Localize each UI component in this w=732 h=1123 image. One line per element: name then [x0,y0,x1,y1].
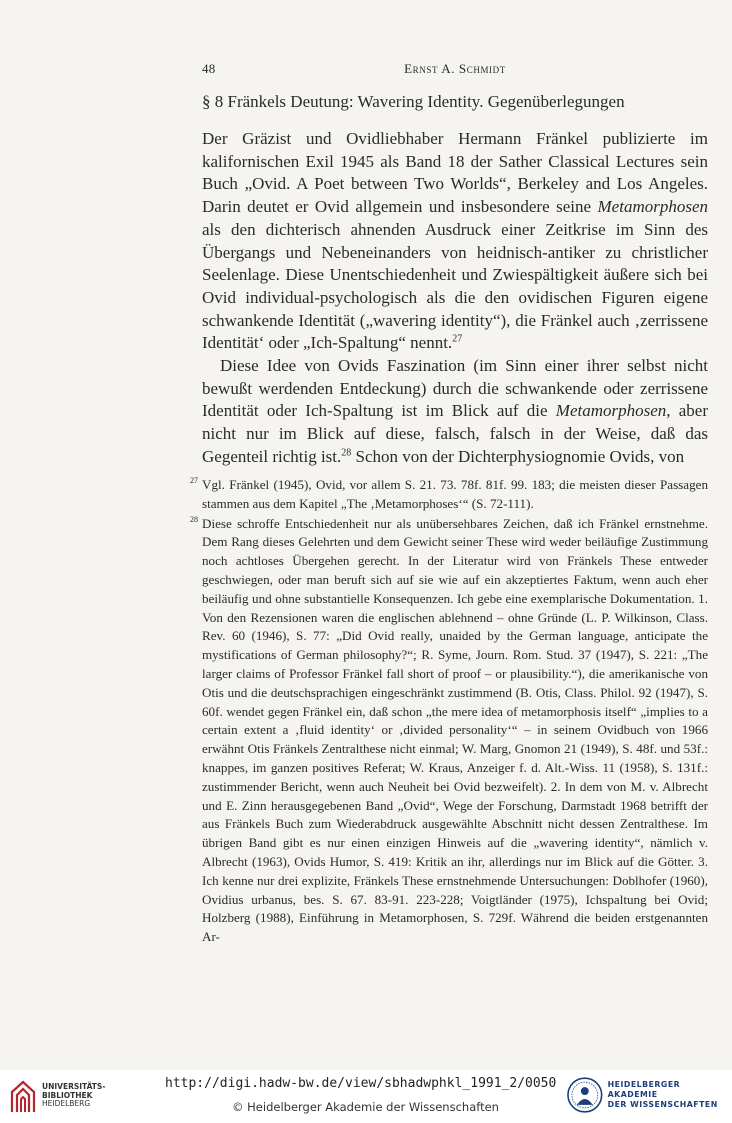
paragraph-1-text-a: Der Gräzist und Ovidliebhaber Hermann Fränkel publizierte im kalifornischen Exil 1945 als Band 18 der Sather Classical Lectures sein Buch „Ovid. A Poet between Two Worlds“, Berkeley and Los Angeles. Darin deutet er Ovid allgemein und insbesondere seine [202,129,708,217]
ub-logo-line-1: UNIVERSITÄTS- [42,1082,106,1092]
footnote-27: 27 Vgl. Fränkel (1945), Ovid, vor allem S. 21. 73. 78f. 81f. 99. 183; die meisten dieser Passagen stammen aus dem Kapitel „The ‚Metamorphoses‘“ (S. 72-111). [190,476,708,511]
hadw-logo[interactable] [566,1076,732,1114]
paragraph-1 [202,128,708,355]
footnote-28: 28 Diese schroffe Entschiedenheit nur als unübersehbares Zeichen, daß ich Fränkel ernstnehme. Dem Rang dieses Gelehrten und dem Gewicht seiner These wird weder beiläufige Zustimmung noch achtloses Übergehen gerecht. In der Literatur wird von Fränkels These entweder geschwiegen, oder man beruft sich auf sie wie auf ein akzeptiertes Faktum, wenn auch eher beiläufig und ohne substantielle Konsequenzen. Ich gebe eine exemplarische Dokumentation. 1. Von den Rezensionen waren die englischen ablehnend – ohne Gründe (L. P. Wilkinson, Class. Rev. 60 (1946), S. 77: „Did Ovid really, unaided by the German language, anticipate the mystifications of German philosophy?“; R. Syme, Journ. Rom. Stud. 37 (1947), S. 221: „The larger claims of Professor Fränkel fall short of proof – or plausibility.“), die amerikanische von Otis und die deutschsprachigen eingeschränkt zustimmend (B. Otis, Class. Philol. 92 (1947), S. 60f. wendet gegen Fränkel ein, daß schon „the mere idea of metamorphosis itself“ „implies to a certain extent a ‚fluid identity‘ or ‚divided personality‘“ – in seinem Ovidbuch von 1966 erwähnt Otis Fränkels Zentralthese nicht einmal; W. Marg, Gnomon 21 (1949), S. 48f. und 53f.: knappes, im ganzen positives Referat; W. Kraus, Anzeiger f. d. Alt.-Wiss. 11 (1958), S. 131f.: zustimmender Bericht, wenn auch Neuheit bei Ovid bezweifelt). 2. In dem von M. v. Albrecht und E. Zinn herausgegebenen Band „Ovid“, Wege der Forschung, Darmstadt 1968 betrifft der aus Fränkels Buch zum Wiederabdruck ausgewählte Abschnitt nicht dessen Zentralthese. Im übrigen Band gibt es nur einen einzigen Hinweis auf die „wavering identity“, nämlich v. Albrecht (1963), Ovids Humor, S. 419: Kritik an ihr, allerdings nur im Blick auf die Götter. 3. Ich kenne nur drei explizite, Fränkels These ernstnehmende Untersuchungen: Doblhofer (1960), Ovidius urbanus, bes. S. 67. 83-91. 223-228; Voigtländer (1975), Ichspaltung bei Ovid; Holzberg (1988), Einführung in Metamorphosen, S. 729f. Während die beiden erstgenannten Ar- [190,514,708,945]
paragraph-1-text-c: als den dichterisch ahnenden Ausdruck einer Zeitkrise im Sinn des Übergangs und Nebeneinanders von heidnisch-antiker zu christlicher Seelenlage. Diese Unentschiedenheit und Zwiespältigkeit äußere sich bei Ovid individual-psychologisch als die den ovidischen Figuren eigene schwankende Identität („wavering identity“), die Fränkel auch ‚zerrissene Identität‘ oder „Ich-Spaltung“ nennt. [202,219,708,353]
section-heading: § 8 Fränkels Deutung: Wavering Identity. Gegenüberlegungen [202,92,625,111]
footnote-27-text: Vgl. Fränkel (1945), Ovid, vor allem S. 21. 73. 78f. 81f. 99. 183; die meisten dieser Passagen stammen aus dem Kapitel „The ‚Metamorphoses‘“ (S. 72-111). [202,477,708,511]
paragraph-2-text-d: Schon von der Dichterphysiognomie Ovids, von [351,446,685,466]
running-header-author: Ernst A. Schmidt [404,61,506,76]
ub-logo-line-2: BIBLIOTHEK [42,1090,93,1100]
ub-heidelberg-logo-icon [8,1078,38,1114]
paragraph-2-italic: Metamorphosen [555,401,667,421]
copyright-notice: © Heidelberger Akademie der Wissenschaften [232,1100,499,1114]
main-text [202,128,708,469]
paragraph-2-text-c: , aber nicht nur im Blick auf diese, falsch, falsch in der Weise, daß das Gegenteil richtig ist. [202,401,708,466]
footnote-28-text: Diese schroffe Entschiedenheit nur als unübersehbares Zeichen, daß ich Fränkel ernstnehme. Dem Rang dieses Gelehrten und dem Gewicht seiner These wird weder beiläufige Zustimmung noch achtloses Übergehen gerecht. In der Literatur wird von Fränkels These entweder geschwiegen, oder man beruft sich auf sie wie auf ein akzeptiertes Faktum, wenn auch eher beiläufig und ohne substantielle Konsequenzen. Ich gebe eine exemplarische Dokumentation. 1. Von den Rezensionen waren die englischen ablehnend – ohne Gründe (L. P. Wilkinson, Class. Rev. 60 (1946), S. 77: „Did Ovid really, unaided by the German language, anticipate the mystifications of German philosophy?“; R. Syme, Journ. Rom. Stud. 37 (1947), S. 221: „The larger claims of Professor Fränkel fall short of proof – or plausibility.“), die amerikanische von Otis und die deutschsprachigen eingeschränkt zustimmend (B. Otis, Class. Philol. 92 (1947), S. 60f. wendet gegen Fränkel ein, daß schon „the mere idea of metamorphosis itself“ „implies to a certain extent a ‚fluid identity‘ or ‚divided personality‘“ – in seinem Ovidbuch von 1966 erwähnt Otis Fränkels Zentralthese nicht einmal; W. Marg, Gnomon 21 (1949), S. 48f. und 53f.: knappes, im ganzen positives Referat; W. Kraus, Anzeiger f. d. Alt.-Wiss. 11 (1958), S. 131f.: zustimmender Bericht, wenn auch Neuheit bei Ovid bezweifelt). 2. In dem von M. v. Albrecht und E. Zinn herausgegebenen Band „Ovid“, Wege der Forschung, Darmstadt 1968 betrifft der aus Fränkels Buch zum Wiederabdruck ausgewählte Abschnitt nicht dessen Zentralthese. Im übrigen Band gibt es nur einen einzigen Hinweis auf die „wavering identity“, nämlich v. Albrecht (1963), Ovids Humor, S. 419: Kritik an ihr, allerdings nur im Blick auf die Götter. 3. Ich kenne nur drei explizite, Fränkels These ernstnehmende Untersuchungen: Doblhofer (1960), Ovidius urbanus, bes. S. 67. 83-91. 223-228; Voigtländer (1975), Ichspaltung bei Ovid; Holzberg (1988), Einführung in Metamorphosen, S. 729f. Während die beiden erstgenannten Ar- [202,515,708,945]
hadw-seal-icon [566,1076,604,1114]
ub-logo-line-3: HEIDELBERG [42,1099,91,1109]
paragraph-2-text-a: Diese Idee von Ovids Faszination (im Sinn einer ihrer selbst nicht bewußt werdenden Entdeckung) durch die schwankende oder zerrissene Identität oder Ich-Spaltung ist im Blick auf die [202,356,708,421]
paragraph-2 [202,355,708,469]
ub-logo-text [42,1083,105,1109]
paragraph-1-italic: Metamorphosen [597,197,708,217]
hadw-logo-line-2: DER WISSENSCHAFTEN [607,1100,718,1109]
footnote-ref-28[interactable]: 28 [341,447,352,459]
page-number: 48 [202,61,216,76]
hadw-logo-text [608,1080,732,1110]
footnotes [190,476,708,948]
permalink-url[interactable]: http://digi.hadw-bw.de/view/sbhadwphkl_1991_2/0050 [165,1076,557,1091]
viewer-footer [0,1070,732,1123]
footnote-ref-27[interactable]: 27 [452,333,463,345]
hadw-logo-line-1: HEIDELBERGER AKADEMIE [607,1080,681,1099]
ub-heidelberg-logo[interactable] [8,1078,105,1114]
